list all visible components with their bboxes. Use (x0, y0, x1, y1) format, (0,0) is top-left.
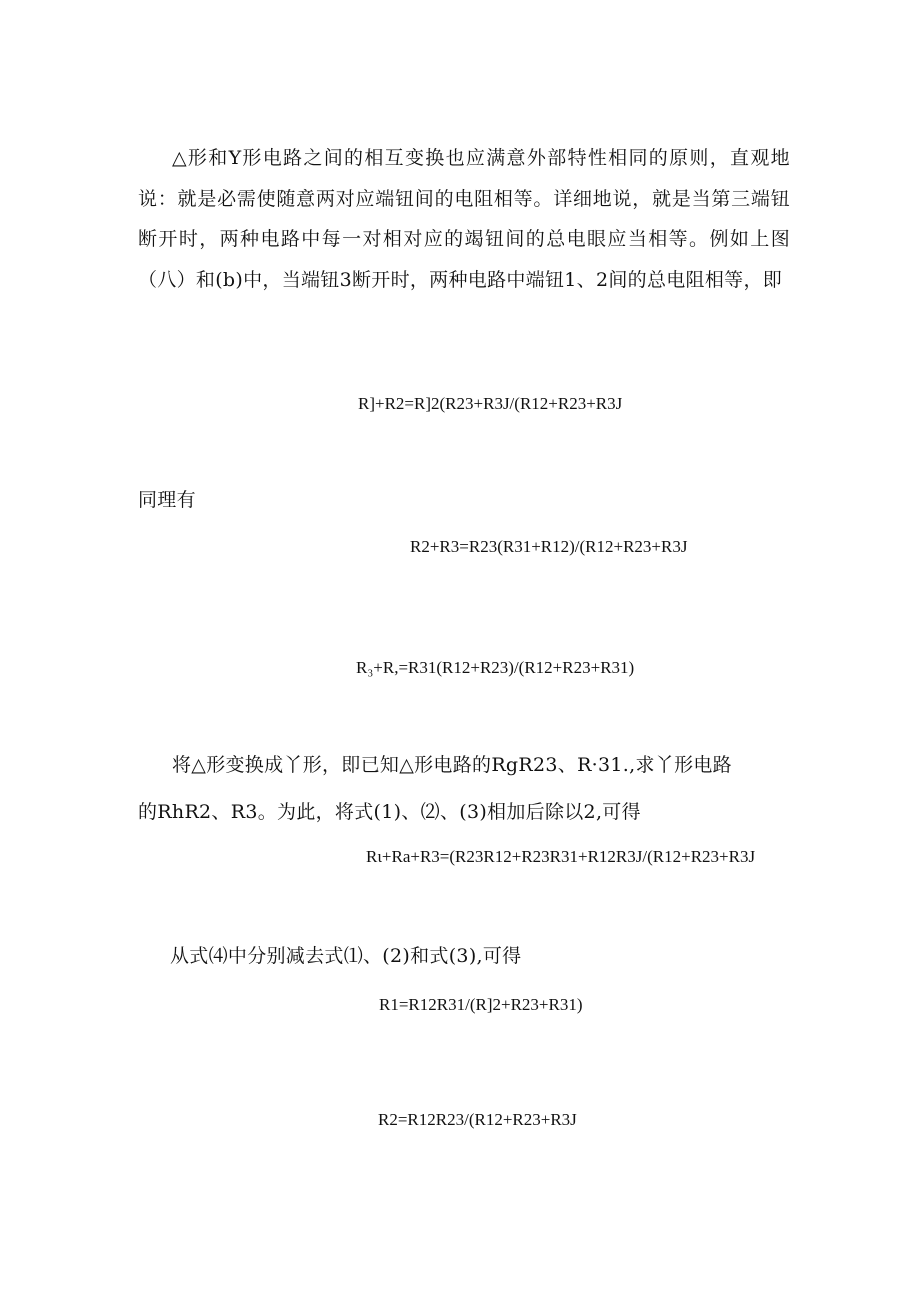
paragraph-delta-to-y-line1: 将△形变换成丫形，即已知△形电路的RgR23、R·31.,求丫形电路 (172, 754, 732, 776)
paragraph-delta-to-y-line2: 的RhR2、R3。为此，将式(1)、⑵、(3)相加后除以2,可得 (138, 801, 641, 823)
equation-2: R2+R3=R23(R31+R12)/(R12+R23+R3J (410, 537, 688, 556)
equation-6: R2=R12R23/(R12+R23+R3J (378, 1110, 577, 1129)
paragraph-subtract: 从式⑷中分别减去式⑴、(2)和式(3),可得 (170, 945, 522, 967)
equation-5: R1=R12R31/(R]2+R23+R31) (379, 995, 583, 1014)
equation-1: R]+R2=R]2(R23+R3J/(R12+R23+R3J (358, 394, 623, 413)
equation-4: Rι+Ra+R3=(R23R12+R23R31+R12R3J/(R12+R23+R3J (366, 847, 756, 866)
equation-3: R₃+R,=R31(R12+R23)/(R12+R23+R31) (356, 658, 635, 677)
text-tongli: 同理有 (138, 489, 196, 511)
paragraph-transform-principle: △形和Y形电路之间的相互变换也应满意外部特性相同的原则，直观地说：就是必需使随意两对应端钮间的电阻相等。详细地说，就是当第三端钮断开时，两种电路中每一对相对应的竭钮间的总电眼应当相等。例如上图（八）和(b)中，当端钮3断开时，两种电路中端钮1、2间的总电阻相等，即 (138, 147, 790, 291)
